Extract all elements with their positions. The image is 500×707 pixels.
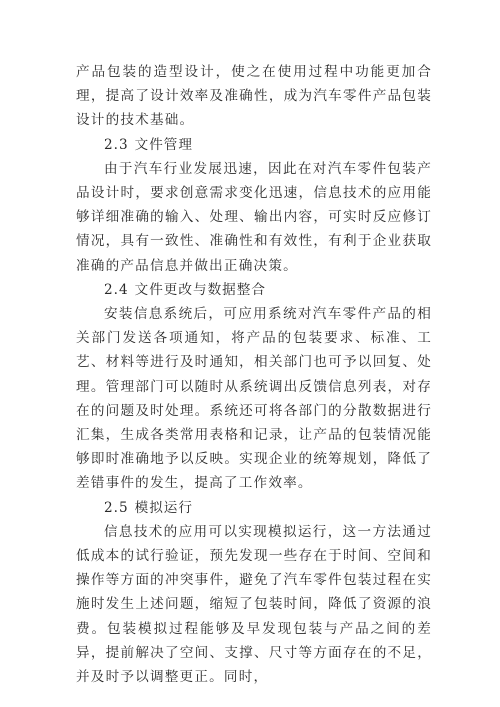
paragraph-data-integration: 安装信息系统后，可应用系统对汽车零件产品的相关部门发送各项通知，将产品的包装要求、标准、工艺、材料等进行及时通知，相关部门也可予以回复、处理。管理部门可以随时从系统调出反馈信息列表，对存在的问题及时处理。系统还可将各部门的分散数据进行汇集，生成各类常用表格和记录，让产品的包装情况能够即时准确地予以反映。实现企业的统筹规划，降低了差错事件的发生，提高了工作效率。 <box>76 306 432 492</box>
section-title: 文件管理 <box>134 136 193 153</box>
document-body <box>76 60 432 689</box>
section-number: 2.5 <box>104 499 129 516</box>
section-heading-2-4 <box>76 278 432 302</box>
section-heading-2-5 <box>76 496 432 520</box>
section-title: 模拟运行 <box>134 499 193 516</box>
section-number: 2.4 <box>104 281 129 298</box>
paragraph-simulation: 信息技术的应用可以实现模拟运行，这一方法通过低成本的试行验证，预先发现一些存在于时间、空间和操作等方面的冲突事件，避免了汽车零件包装过程在实施时发生上述问题，缩短了包装时间，降低了资源的浪费。包装模拟过程能够及早发现包装与产品之间的差异，提前解决了空间、支撑、尺寸等方面存在的不足，并及时予以调整更正。同时， <box>76 523 432 686</box>
paragraph-file-management: 由于汽车行业发展迅速，因此在对汽车零件包装产品设计时，要求创意需求变化迅速，信息技术的应用能够详细准确的输入、处理、输出内容，可实时反应修订情况，具有一致性、准确性和有效性，有利于企业获取准确的产品信息并做出正确决策。 <box>76 160 432 274</box>
section-number: 2.3 <box>104 136 129 153</box>
section-title: 文件更改与数据整合 <box>134 281 266 298</box>
section-heading-2-3 <box>76 133 432 157</box>
paragraph-continuation: 产品包装的造型设计，使之在使用过程中功能更加合理，提高了设计效率及准确性，成为汽车零件产品包装设计的技术基础。 <box>76 64 432 129</box>
